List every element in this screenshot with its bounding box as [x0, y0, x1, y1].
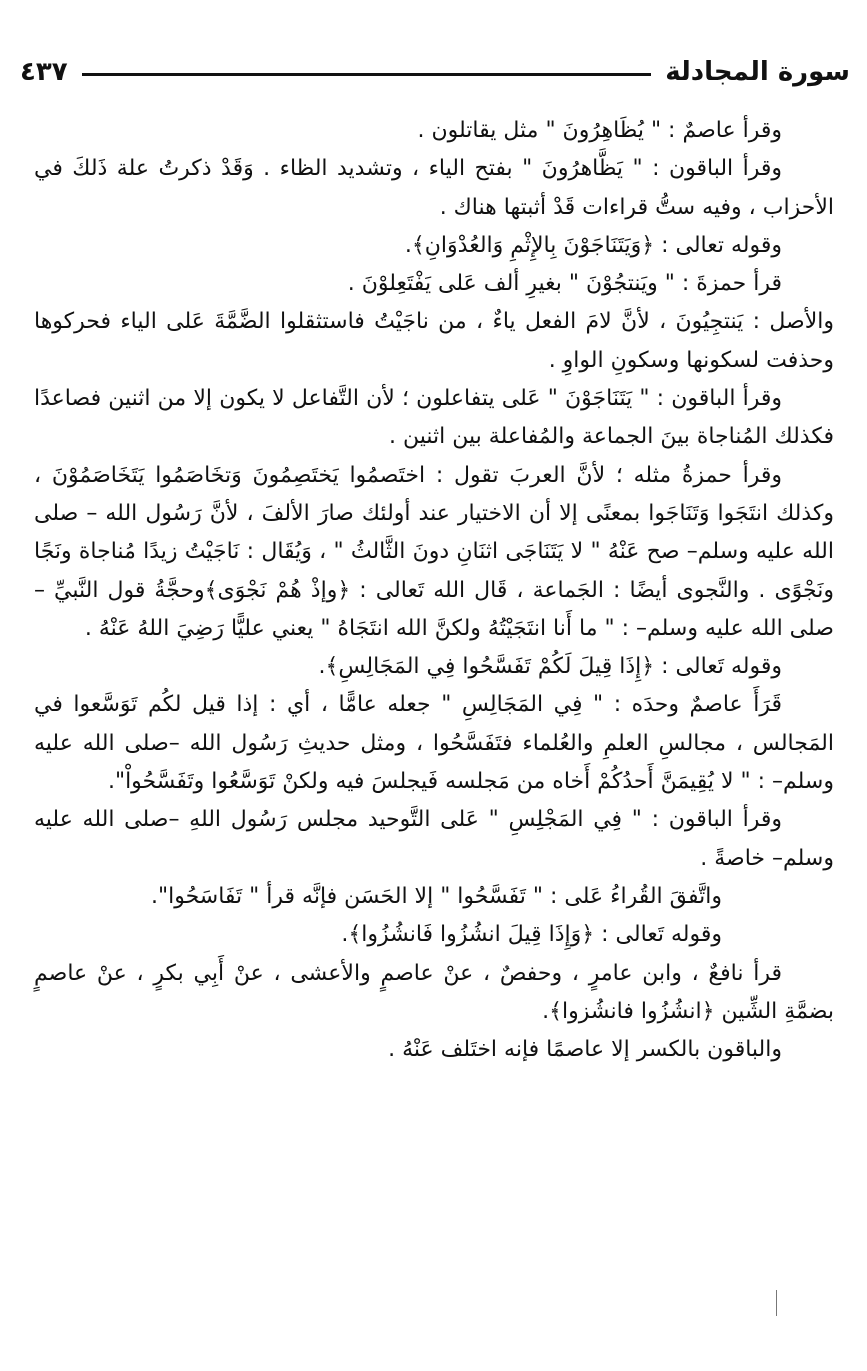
- margin-pencil-mark: [776, 1290, 777, 1316]
- paragraph: قرأ حمزةَ : " ويَنتجُوْنَ " بغيرِ ألف عَلى يَفْتَعِلوْنَ .: [347, 271, 782, 297]
- paragraph: وقرأ الباقون : " فِي المَجْلِسِ " عَلى التَّوحيد مجلس رَسُول اللهِ –صلى الله عليه وسلم– خاصةً .: [34, 807, 834, 871]
- paragraph: وقرأ عاصمٌ : " يُظَاهِرُونَ " مثل يقاتلون .: [417, 118, 782, 143]
- paragraph: قَرَأَ عاصمٌ وحدَه : " فِي المَجَالِسِ " جعله عامًّا ، أي : إذا قيل لكُم تَوَسَّعوا في المَجالس ، مجالسِ العلمِ والعُلماء فتَفَسَّحُوا ، ومثل حديثِ رَسُول الله –صلى الله عليه وسلم– : " لا يُقِيمَنَّ أَحدُكُمْ أَخاه من مَجلسه فَيجلسَ فيه ولكنْ تَوَسَّعُوا وتَفَسَّحُواْ".: [34, 692, 834, 795]
- page-number: ٤٣٧: [20, 57, 68, 87]
- paragraph: واتَّفقَ القُراءُ عَلى : " تَفَسَّحُوا " إلا الحَسَن فإنَّه قرأ " تَفَاسَحُوا".: [150, 883, 722, 909]
- paragraph: وقوله تعالى : ﴿وَيَتَنَاجَوْنَ بِالإِثْمِ وَالعُدْوَانِ﴾.: [404, 232, 782, 258]
- paragraph: وقرأ الباقون : " يَظَّاهرُونَ " بفتح الياء ، وتشديد الظاء . وَقَدْ ذكرتُ علة ذَلكَ في الأحزاب ، وفيه ستُّ قراءات قَدْ أثبتها هناك .: [34, 156, 834, 220]
- paragraph: وقرأ الباقون : " يَتَنَاجَوْنَ " عَلى يتفاعلون ؛ لأن التَّفاعل لا يكون إلا من اثنين فصاعدًا فكذلك المُناجاة بينَ الجماعة والمُفاعلة بين اثنين .: [34, 386, 834, 450]
- paragraph: وقوله تَعالى : ﴿وَإِذَا قِيلَ انشُزُوا فَانشُزُوا﴾.: [341, 922, 722, 948]
- paragraph: وقرأ حمزةُ مثله ؛ لأنَّ العربَ تقول : اختَصمُوا يَختَصِمُونَ وَتخَاصَمُوا يَتَخَاصَمُوْنَ ، وكذلك انتَجَوا وَتَنَاجَوا بمعنًى إلا أن الاختيار عند أولئك صارَ الألفَ ، لأنَّ رَسُول الله – صلى الله عليه وسلم– صح عَنْهُ " لا يَتَنَاجَى اثنَانِ دونَ الثَّالثُ " ، وَيُقَال : نَاجَيْتُ زيدًا مُناجاة ونَجًا ونَجْوًى . والنَّجوى أيضًا : الجَماعة ، قَال الله تَعالى : ﴿وإذْ هُمْ نَجْوَى﴾وحجَّةُ قول النَّبيِّ –صلى الله عليه وسلم– : " ما أَنا انتَجَيْتُهُ ولكنَّ الله انتَجَاهُ " يعني عليًّا رَضِيَ اللهُ عَنْهُ .: [34, 462, 834, 641]
- page-body: [34, 112, 834, 1069]
- paragraph: قرأ نافعٌ ، وابن عامرٍ ، وحفصٌ ، عنْ عاصمٍ والأعشى ، عنْ أَبِي بكرٍ ، عنْ عاصمٍ بضمَّةِ الشِّين ﴿انشُزُوا فانشُزوا﴾.: [34, 960, 834, 1024]
- paragraph: والأصل : يَنتجِيُونَ ، لأنَّ لامَ الفعل ياءٌ ، من ناجَيْتُ فاستثقلوا الضَّمَّةَ عَلى الياء فحركوها وحذفت لسكونها وسكونِ الواوِ .: [34, 309, 834, 373]
- page-header: [20, 52, 850, 92]
- paragraph: والباقون بالكسر إلا عاصمًا فإنه اختَلف عَنْهُ .: [388, 1037, 782, 1063]
- surah-title: سورة المجادلة: [665, 57, 850, 87]
- paragraph: وقوله تَعالى : ﴿إِذَا قِيلَ لَكُمْ تَفَسَّحُوا فِي المَجَالِسِ﴾.: [318, 654, 782, 680]
- header-rule: [82, 73, 652, 76]
